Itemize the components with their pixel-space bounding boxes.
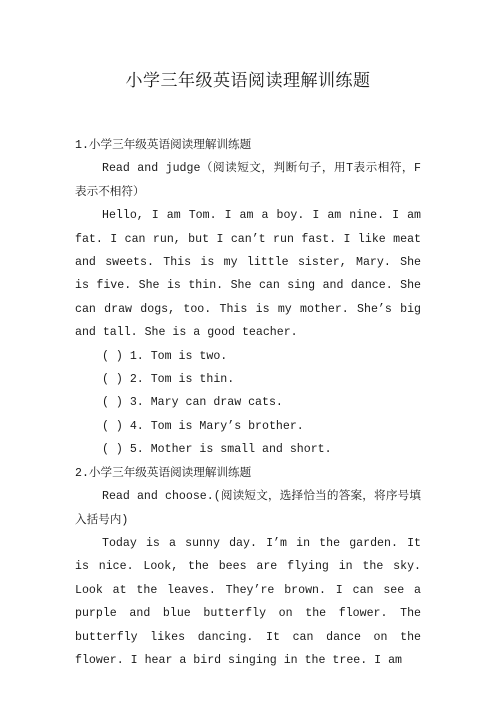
section-2-heading: 2.小学三年级英语阅读理解训练题: [75, 466, 252, 480]
question-2: ( ) 2. Tom is thin.: [102, 373, 235, 387]
question-1: ( ) 1. Tom is two.: [102, 349, 228, 363]
section-2-passage: Today is a sunny day. I’m in the garden. It is nice. Look, the bees are flying in the sky. Look at the leaves. They’re brown. I can see a purple and blue butterfly on the flower. The butterfly likes dancing. It can dance on the flower. I hear a bird singing in the tree. I am: [75, 536, 421, 667]
document-title: 小学三年级英语阅读理解训练题: [125, 71, 371, 91]
document-body: [75, 134, 421, 672]
section-1-heading: 1.小学三年级英语阅读理解训练题: [75, 139, 252, 152]
section-1-passage: Hello, I am Tom. I am a boy. I am nine. I am fat. I can run, but I can’t run fast. I like meat and sweets. This is my little sister, Mary. She is five. She is thin. She can sing and dance. She can draw dogs, too. This is my mother. She’s big and tall. She is a good teacher.: [75, 209, 421, 340]
section-1-instruction: Read and judge（阅读短文，判断句子，用T表示相符，F表示不相符）: [75, 162, 421, 199]
question-3: ( ) 3. Mary can draw cats.: [102, 396, 283, 410]
question-4: ( ) 4. Tom is Mary’s brother.: [102, 419, 304, 433]
question-5: ( ) 5. Mother is small and short.: [102, 443, 332, 457]
section-2-instruction: Read and choose.(阅读短文，选择恰当的答案，将序号填入括号内): [75, 490, 421, 527]
